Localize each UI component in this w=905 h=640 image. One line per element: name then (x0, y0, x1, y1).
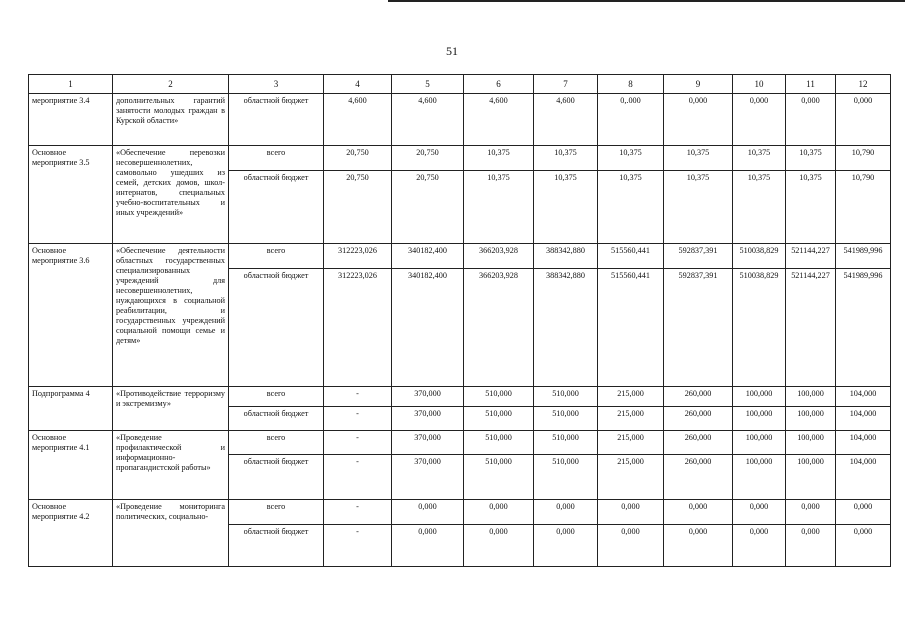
column-header: 11 (786, 75, 836, 94)
value-cell: 104,000 (836, 387, 891, 407)
value-cell: 0,000 (733, 525, 786, 567)
value-cell: 10,375 (786, 146, 836, 171)
value-cell: 4,600 (392, 94, 464, 146)
value-cell: 0,000 (786, 500, 836, 525)
header-row (29, 75, 891, 94)
column-header: 12 (836, 75, 891, 94)
value-cell: 20,750 (324, 171, 392, 244)
value-cell: 4,600 (464, 94, 534, 146)
row-name-cell: Основное мероприятие 3.5 (29, 146, 113, 244)
row-name-cell: мероприятие 3.4 (29, 94, 113, 146)
value-cell: 592837,391 (664, 269, 733, 387)
value-cell: - (324, 525, 392, 567)
value-cell: 0,000 (836, 94, 891, 146)
value-cell: 100,000 (733, 407, 786, 431)
value-cell: 388342,880 (534, 269, 598, 387)
row-description-cell: «Обеспечение деятельности областных государственных специализированных учреждений для несовершеннолетних, нуждающихся в социальной реабилитации, и государственных учреждений социальной помощи семье и детям» (113, 244, 229, 387)
value-cell: 0,000 (733, 94, 786, 146)
value-cell: 20,750 (324, 146, 392, 171)
value-cell: 10,375 (733, 171, 786, 244)
column-header: 3 (229, 75, 324, 94)
value-cell: 0,000 (836, 525, 891, 567)
value-cell: 366203,928 (464, 269, 534, 387)
row-description-cell: «Обеспечение перевозки несовершеннолетних, самовольно ушедших из семей, детских домов, школ-интернатов, специальных учебно-воспитательных и иных учреждений» (113, 146, 229, 244)
value-cell: 4,600 (324, 94, 392, 146)
value-cell: 541989,996 (836, 244, 891, 269)
value-cell: - (324, 387, 392, 407)
value-cell: 370,000 (392, 387, 464, 407)
value-cell: 260,000 (664, 431, 733, 455)
value-cell: 515560,441 (598, 244, 664, 269)
value-cell: 10,790 (836, 171, 891, 244)
funding-source-cell: всего (229, 387, 324, 407)
funding-source-cell: областной бюджет (229, 171, 324, 244)
column-header: 1 (29, 75, 113, 94)
table-row (29, 431, 891, 455)
value-cell: 10,375 (733, 146, 786, 171)
value-cell: 10,375 (598, 146, 664, 171)
value-cell: 10,375 (534, 171, 598, 244)
value-cell: 100,000 (733, 455, 786, 500)
value-cell: 0,000 (598, 500, 664, 525)
value-cell: 10,790 (836, 146, 891, 171)
value-cell: 104,000 (836, 455, 891, 500)
column-header: 4 (324, 75, 392, 94)
page-number: 51 (446, 44, 458, 58)
value-cell: 100,000 (733, 387, 786, 407)
value-cell: 215,000 (598, 387, 664, 407)
value-cell: 592837,391 (664, 244, 733, 269)
row-description-cell: дополнительных гарантий занятости молодых граждан в Курской области» (113, 94, 229, 146)
value-cell: 0,000 (786, 525, 836, 567)
value-cell: 510,000 (464, 431, 534, 455)
value-cell: 0,000 (786, 94, 836, 146)
value-cell: 10,375 (786, 171, 836, 244)
value-cell: 370,000 (392, 431, 464, 455)
column-header: 9 (664, 75, 733, 94)
row-name-cell: Основное мероприятие 3.6 (29, 244, 113, 387)
value-cell: 0,000 (464, 525, 534, 567)
funding-source-cell: всего (229, 431, 324, 455)
value-cell: 510,000 (534, 431, 598, 455)
value-cell: 100,000 (786, 387, 836, 407)
value-cell: 0,000 (733, 500, 786, 525)
row-name-cell: Подпрограмма 4 (29, 387, 113, 431)
value-cell: 0,.000 (598, 94, 664, 146)
value-cell: 510038,829 (733, 269, 786, 387)
value-cell: 10,375 (534, 146, 598, 171)
funding-source-cell: областной бюджет (229, 455, 324, 500)
column-header: 7 (534, 75, 598, 94)
value-cell: 215,000 (598, 431, 664, 455)
column-header: 6 (464, 75, 534, 94)
value-cell: 0,000 (836, 500, 891, 525)
value-cell: 104,000 (836, 407, 891, 431)
value-cell: 100,000 (786, 407, 836, 431)
value-cell: 10,375 (464, 171, 534, 244)
value-cell: - (324, 500, 392, 525)
value-cell: 312223,026 (324, 269, 392, 387)
funding-source-cell: всего (229, 146, 324, 171)
funding-source-cell: всего (229, 500, 324, 525)
value-cell: 0,000 (392, 525, 464, 567)
value-cell: 510,000 (464, 387, 534, 407)
value-cell: 0,000 (664, 500, 733, 525)
value-cell: 510038,829 (733, 244, 786, 269)
row-name-cell: Основное мероприятие 4.2 (29, 500, 113, 567)
value-cell: 388342,880 (534, 244, 598, 269)
value-cell: 541989,996 (836, 269, 891, 387)
value-cell: 510,000 (464, 455, 534, 500)
row-description-cell: «Противодействие терроризму и экстремизму» (113, 387, 229, 431)
value-cell: 510,000 (534, 387, 598, 407)
funding-source-cell: областной бюджет (229, 94, 324, 146)
value-cell: 510,000 (464, 407, 534, 431)
value-cell: 10,375 (464, 146, 534, 171)
table-row (29, 500, 891, 525)
value-cell: 100,000 (786, 455, 836, 500)
table-row (29, 94, 891, 146)
column-header: 8 (598, 75, 664, 94)
funding-source-cell: областной бюджет (229, 525, 324, 567)
value-cell: 260,000 (664, 407, 733, 431)
value-cell: 215,000 (598, 455, 664, 500)
budget-table (28, 74, 891, 567)
column-header: 2 (113, 75, 229, 94)
value-cell: 340182,400 (392, 269, 464, 387)
value-cell: 0,000 (534, 500, 598, 525)
value-cell: 366203,928 (464, 244, 534, 269)
value-cell: - (324, 407, 392, 431)
value-cell: 10,375 (664, 171, 733, 244)
value-cell: 0,000 (664, 94, 733, 146)
table-row (29, 244, 891, 269)
value-cell: - (324, 431, 392, 455)
value-cell: 340182,400 (392, 244, 464, 269)
value-cell: 100,000 (733, 431, 786, 455)
value-cell: 260,000 (664, 387, 733, 407)
value-cell: 20,750 (392, 146, 464, 171)
value-cell: 521144,227 (786, 269, 836, 387)
funding-source-cell: областной бюджет (229, 269, 324, 387)
value-cell: - (324, 455, 392, 500)
value-cell: 312223,026 (324, 244, 392, 269)
table-body (29, 75, 891, 567)
table-row (29, 387, 891, 407)
value-cell: 0,000 (392, 500, 464, 525)
funding-source-cell: областной бюджет (229, 407, 324, 431)
value-cell: 510,000 (534, 407, 598, 431)
value-cell: 10,375 (664, 146, 733, 171)
value-cell: 4,600 (534, 94, 598, 146)
row-name-cell: Основное мероприятие 4.1 (29, 431, 113, 500)
value-cell: 370,000 (392, 407, 464, 431)
value-cell: 510,000 (534, 455, 598, 500)
column-header: 10 (733, 75, 786, 94)
value-cell: 0,000 (598, 525, 664, 567)
funding-source-cell: всего (229, 244, 324, 269)
row-description-cell: «Проведение профилактической и информационно-пропагандистской работы» (113, 431, 229, 500)
value-cell: 215,000 (598, 407, 664, 431)
value-cell: 104,000 (836, 431, 891, 455)
value-cell: 100,000 (786, 431, 836, 455)
value-cell: 0,000 (664, 525, 733, 567)
value-cell: 515560,441 (598, 269, 664, 387)
row-description-cell: «Проведение мониторинга политических, социально- (113, 500, 229, 567)
value-cell: 20,750 (392, 171, 464, 244)
value-cell: 521144,227 (786, 244, 836, 269)
table-row (29, 146, 891, 171)
value-cell: 370,000 (392, 455, 464, 500)
value-cell: 260,000 (664, 455, 733, 500)
column-header: 5 (392, 75, 464, 94)
top-border-line (388, 0, 905, 2)
value-cell: 0,000 (534, 525, 598, 567)
value-cell: 10,375 (598, 171, 664, 244)
value-cell: 0,000 (464, 500, 534, 525)
